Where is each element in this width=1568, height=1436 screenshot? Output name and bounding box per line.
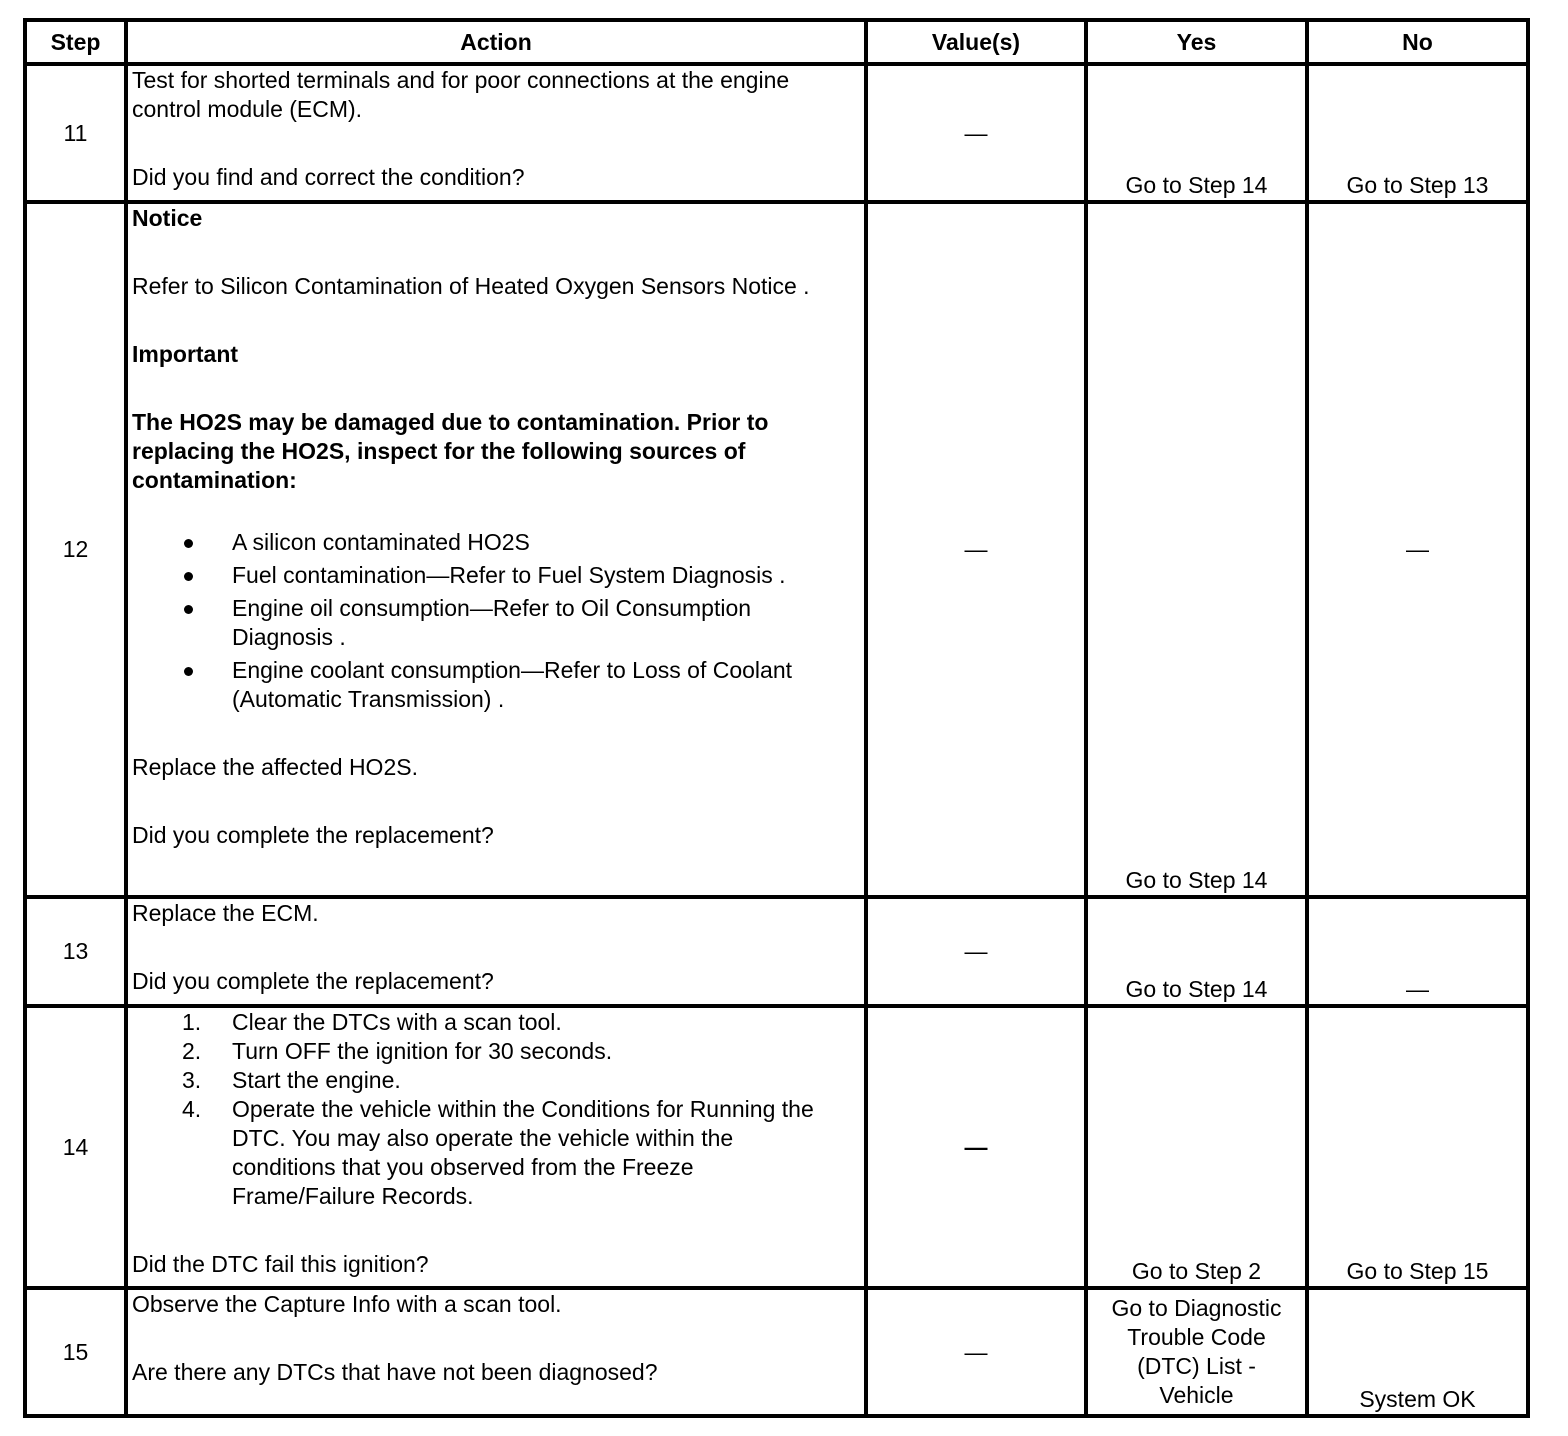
- notice-text: Refer to Silicon Contamination of Heated Oxygen Sensors Notice .: [132, 273, 810, 299]
- action-cell: [126, 1006, 866, 1288]
- yes-cell: Go to Step 14: [1086, 202, 1307, 897]
- list-item: [132, 1037, 860, 1066]
- table-header-row: [25, 20, 1528, 64]
- list-item: A silicon contaminated HO2S: [132, 528, 860, 557]
- notice-heading: Notice: [132, 205, 203, 231]
- action-text: Test for shorted terminals and for poor connections at the engine control module (ECM).: [132, 67, 790, 122]
- action-question: Are there any DTCs that have not been diagnosed?: [132, 1359, 658, 1385]
- action-cell: [126, 1288, 866, 1416]
- list-item-number: 2.: [182, 1038, 202, 1064]
- yes-cell: Go to Step 14: [1086, 897, 1307, 1006]
- header-yes: Yes: [1086, 20, 1307, 64]
- list-item-text: Clear the DTCs with a scan tool.: [232, 1009, 562, 1035]
- yes-cell: Go to Step 14: [1086, 64, 1307, 202]
- list-item-number: 1.: [182, 1009, 202, 1035]
- list-item-text: Operate the vehicle within the Conditions for Running the DTC. You may also operate the vehicle within the conditions that you observed from the Freeze Frame/Failure Records.: [232, 1096, 814, 1209]
- header-no: No: [1307, 20, 1528, 64]
- table-row: [25, 1288, 1528, 1416]
- list-item-number: 4.: [182, 1096, 202, 1122]
- step-number: 15: [25, 1288, 126, 1416]
- action-question: Did the DTC fail this ignition?: [132, 1251, 429, 1277]
- header-action: Action: [126, 20, 866, 64]
- no-cell: Go to Step 13: [1307, 64, 1528, 202]
- value-cell: —: [866, 897, 1086, 1006]
- value-cell: —: [866, 64, 1086, 202]
- important-text: The HO2S may be damaged due to contamination. Prior to replacing the HO2S, inspect for the following sources of contamination:: [132, 409, 769, 493]
- table-row: [25, 1006, 1528, 1288]
- no-cell: —: [1307, 897, 1528, 1006]
- step-number: 12: [25, 202, 126, 897]
- action-text: Replace the affected HO2S.: [132, 754, 418, 780]
- procedure-list: [132, 1008, 860, 1211]
- action-cell: [126, 64, 866, 202]
- no-cell: —: [1307, 202, 1528, 897]
- important-heading: Important: [132, 341, 239, 367]
- yes-cell: Go to Step 2: [1086, 1006, 1307, 1288]
- action-question: Did you complete the replacement?: [132, 822, 494, 848]
- header-step: Step: [25, 20, 126, 64]
- table-row: [25, 897, 1528, 1006]
- action-cell: [126, 897, 866, 1006]
- value-cell: —: [866, 1006, 1086, 1288]
- step-number: 11: [25, 64, 126, 202]
- step-number: 13: [25, 897, 126, 1006]
- action-question: Did you find and correct the condition?: [132, 164, 525, 190]
- table-row: [25, 202, 1528, 897]
- no-cell: Go to Step 15: [1307, 1006, 1528, 1288]
- no-cell: System OK: [1307, 1288, 1528, 1416]
- contamination-source-list: [132, 528, 860, 714]
- list-item: [132, 1095, 860, 1211]
- diagnostic-steps-table: [23, 18, 1530, 1418]
- list-item: Engine oil consumption—Refer to Oil Consumption Diagnosis .: [132, 594, 860, 652]
- action-text: Observe the Capture Info with a scan tool.: [132, 1291, 562, 1317]
- header-values: Value(s): [866, 20, 1086, 64]
- yes-cell: Go to Diagnostic Trouble Code (DTC) List - Vehicle: [1086, 1288, 1307, 1416]
- list-item: Fuel contamination—Refer to Fuel System Diagnosis .: [132, 561, 860, 590]
- list-item-text: Start the engine.: [232, 1067, 401, 1093]
- value-cell: —: [866, 202, 1086, 897]
- list-item: Engine coolant consumption—Refer to Loss of Coolant (Automatic Transmission) .: [132, 656, 860, 714]
- value-cell: —: [866, 1288, 1086, 1416]
- action-question: Did you complete the replacement?: [132, 968, 494, 994]
- list-item-number: 3.: [182, 1067, 202, 1093]
- table-row: [25, 64, 1528, 202]
- list-item: [132, 1066, 860, 1095]
- action-cell: [126, 202, 866, 897]
- action-text: Replace the ECM.: [132, 900, 319, 926]
- list-item-text: Turn OFF the ignition for 30 seconds.: [232, 1038, 613, 1064]
- step-number: 14: [25, 1006, 126, 1288]
- list-item: [132, 1008, 860, 1037]
